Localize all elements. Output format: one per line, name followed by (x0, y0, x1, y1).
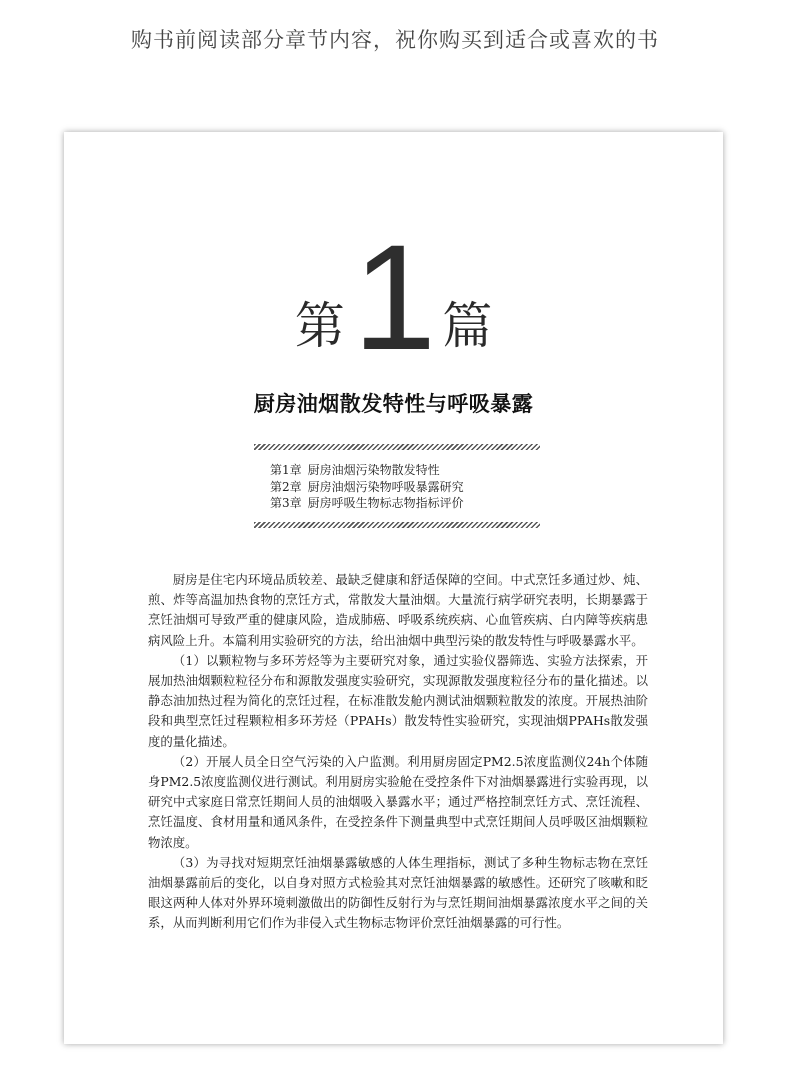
chapter-item (270, 479, 464, 496)
chapter-label: 第1章 (270, 463, 302, 477)
paragraph: （2）开展人员全日空气污染的入户监测。利用厨房固定PM2.5浓度监测仪24h个体随身PM2.5浓度监测仪进行测试。利用厨房实验舱在受控条件下对油烟暴露进行实验再现，以研究中式家庭日常烹饪期间人员的油烟吸入暴露水平；通过严格控制烹饪方式、烹饪流程、烹饪温度、食材用量和通风条件，在受控条件下测量典型中式烹饪期间人员呼吸区油烟颗粒物浓度。 (148, 753, 648, 850)
paragraph: 厨房是住宅内环境品质较差、最缺乏健康和舒适保障的空间。中式烹饪多通过炒、炖、煎、炸等高温加热食物的烹饪方式，常散发大量油烟。大量流行病学研究表明，长期暴露于烹饪油烟可导致严重的健康风险，造成肺癌、呼吸系统疾病、心血管疾病、白内障等疾病患病风险上升。本篇利用实验研究的方法，给出油烟中典型污染的散发特性与呼吸暴露水平。 (148, 572, 648, 648)
intro-text (148, 570, 648, 934)
hatch-divider-top (254, 444, 540, 450)
paragraph: （3）为寻找对短期烹饪油烟暴露敏感的人体生理指标，测试了多种生物标志物在烹饪油烟暴露前后的变化，以自身对照方式检验其对烹饪油烟暴露的敏感性。还研究了咳嗽和眨眼这两种人体对外界环境刺激做出的防御性反射行为与烹饪期间油烟暴露浓度水平之间的关系，从而判断利用它们作为非侵入式生物标志物评价烹饪油烟暴露的可行性。 (148, 854, 648, 931)
hatch-divider-bottom (254, 522, 540, 528)
part-number: 1 (352, 213, 435, 381)
chapter-list (270, 462, 464, 512)
promo-banner: 购书前阅读部分章节内容，祝你购买到适合或喜欢的书 (131, 28, 659, 52)
chapter-item (270, 462, 464, 479)
chapter-item (270, 495, 464, 512)
chapter-title: 厨房油烟污染物呼吸暴露研究 (307, 479, 464, 494)
part-heading (64, 213, 723, 381)
book-page (64, 132, 723, 1044)
chapter-title: 厨房油烟污染物散发特性 (307, 463, 440, 477)
part-prefix: 第 (294, 297, 345, 355)
part-suffix: 篇 (442, 297, 493, 355)
part-title: 厨房油烟散发特性与呼吸暴露 (253, 391, 534, 416)
chapter-label: 第2章 (270, 479, 302, 494)
chapter-title: 厨房呼吸生物标志物指标评价 (307, 496, 464, 510)
paragraph: （1）以颗粒物与多环芳烃等为主要研究对象，通过实验仪器筛选、实验方法探索，开展加热油烟颗粒粒径分布和源散发强度实验研究，实现源散发强度粒径分布的量化描述。以静态油加热过程为简化的烹饪过程，在标准散发舱内测试油烟颗粒散发的浓度。开展热油阶段和典型烹饪过程颗粒相多环芳烃（PPAHs）散发特性实验研究，实现油烟PPAHs散发强度的量化描述。 (148, 652, 648, 749)
chapter-label: 第3章 (270, 496, 302, 510)
